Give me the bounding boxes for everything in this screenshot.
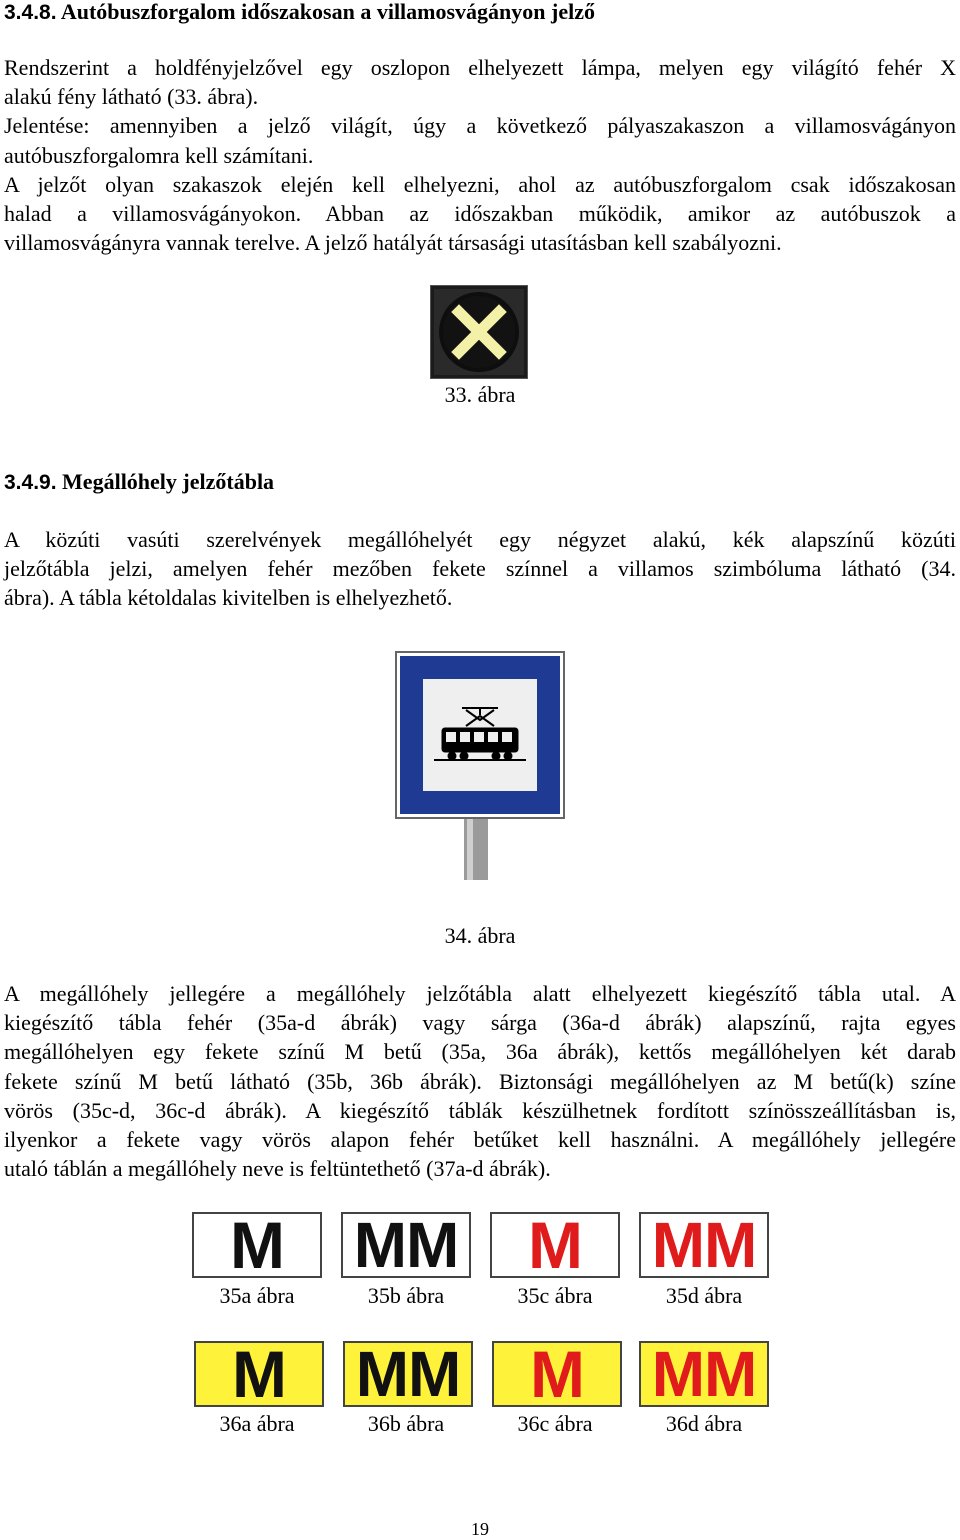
section-heading-3-4-8 <box>4 0 595 26</box>
text-line: A megállóhely jellegére a megállóhely jelzőtábla alatt elhelyezett kiegészítő tábla utal. A <box>4 981 956 1006</box>
text-line: halad a villamosvágányokon. Abban az időszakban működik, amikor az autóbuszok a <box>4 201 956 227</box>
section-number: 3.4.9. <box>4 471 57 494</box>
text-line: alakú fény látható (33. ábra). <box>4 84 259 110</box>
plate-caption-36c: 36c ábra <box>517 1411 593 1436</box>
plate-35b: MM <box>341 1212 471 1278</box>
section-heading-3-4-9 <box>4 469 274 496</box>
plate-caption-36b: 36b ábra <box>367 1411 445 1436</box>
plate-36b: MM <box>343 1341 473 1407</box>
page-number: 19 <box>471 1519 489 1539</box>
text-line: ábra). A tábla kétoldalas kivitelben is elhelyezhető. <box>4 585 453 611</box>
plate-caption-35d: 35d ábra <box>665 1283 743 1308</box>
plate-caption-35c: 35c ábra <box>517 1283 593 1308</box>
section-title: Megállóhely jelzőtábla <box>62 469 275 494</box>
plate-36a: M <box>194 1341 324 1407</box>
text-line: A közúti vasúti szerelvények megállóhelyét egy négyzet alakú, kék alapszínű közúti <box>4 527 956 552</box>
text-line: Jelentése: amennyiben a jelző világít, úgy a következő pályaszakaszon a villamosvágányon <box>4 113 956 139</box>
plate-36c: M <box>492 1341 622 1407</box>
section-number: 3.4.8. <box>4 1 57 24</box>
figure-caption-34: 34. ábra <box>444 923 516 948</box>
plate-caption-36a: 36a ábra <box>219 1411 295 1436</box>
figure-caption-33: 33. ábra <box>444 382 516 407</box>
paragraph-stop-sign-description <box>4 525 956 613</box>
text-line: villamosvágányra vannak terelve. A jelző hatályát társasági utasításban kell szabályozni. <box>4 230 782 256</box>
text-line: utaló táblán a megállóhely neve is feltüntethető (37a-d ábrák). <box>4 1156 551 1182</box>
text-line: A jelzőt olyan szakaszok elején kell elhelyezni, ahol az autóbuszforgalom csak időszakosan <box>4 171 956 197</box>
text-line: megállóhelyen egy fekete színű M betű (35a, 36a ábrák), kettős megállóhelyen két darab <box>4 1039 956 1065</box>
bus-signal-lamp-figure <box>430 285 528 379</box>
plate-caption-35a: 35a ábra <box>219 1283 295 1308</box>
plate-caption-36d: 36d ábra <box>665 1411 743 1436</box>
text-line: jelzőtábla jelzi, amelyen fehér mezőben fekete színnel a villamos szimbóluma látható (34. <box>4 556 956 582</box>
text-line: kiegészítő tábla fehér (35a-d ábrák) vagy sárga (36a-d ábrák) alapszínű, rajta egyes <box>4 1010 956 1036</box>
plate-35d: MM <box>639 1212 769 1278</box>
text-line: fekete színű M betű látható (35b, 36b ábrák). Biztonsági megállóhelyen az M betű(k) színe <box>4 1068 956 1094</box>
paragraph-supplementary-plates <box>4 979 956 1183</box>
text-line: Rendszerint a holdfényjelzővel egy oszlopon elhelyezett lámpa, melyen egy világító fehér X <box>4 55 956 80</box>
plate-35c: M <box>490 1212 620 1278</box>
plate-caption-35b: 35b ábra <box>367 1283 445 1308</box>
text-line: autóbuszforgalomra kell számítani. <box>4 142 314 168</box>
plate-36d: MM <box>639 1341 769 1407</box>
text-line: ilyenkor a fekete vagy vörös alapon fehér betűket kell használni. A megállóhely jellegére <box>4 1127 956 1153</box>
section-title: Autóbuszforgalom időszakosan a villamosvágányon jelző <box>60 0 595 24</box>
tram-stop-sign-figure <box>394 650 566 882</box>
plate-35a: M <box>192 1212 322 1278</box>
text-line: vörös (35c-d, 36c-d ábrák). A kiegészítő táblák készülhetnek fordított színösszeállításban is, <box>4 1097 956 1123</box>
paragraph-signal-description <box>4 53 956 257</box>
